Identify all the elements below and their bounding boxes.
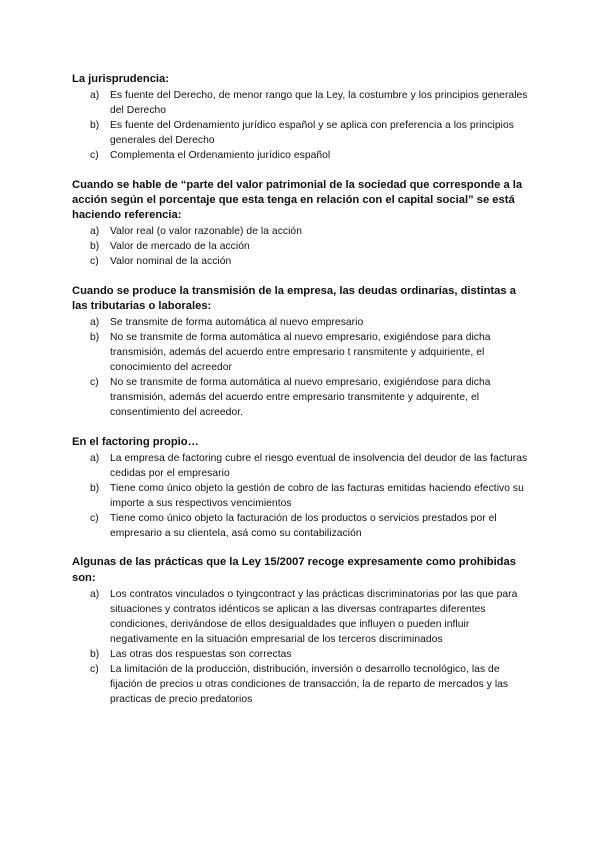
option-c [72,375,532,420]
option-letter: a) [90,317,100,329]
option-letter: c) [90,150,99,162]
question-5 [72,555,532,706]
option-text: Tiene como único objeto la facturación de los productos o servicios prestados por el empresario a su clientela, asá como su contabilización [110,512,497,539]
question-1 [72,72,532,163]
option-text: No se transmite de forma automática al nuevo empresario, exigiéndose para dicha transmisión, además del acuerdo entre empresario t ransmitente y adquiriente, el conocimiento del acreedor [110,332,491,374]
option-letter: a) [90,88,110,118]
question-title: En el factoring propio… [72,435,199,448]
option-text: Complementa el Ordenamiento jurídico español [110,150,331,162]
option-text: Valor de mercado de la acción [110,241,250,253]
option-a [72,315,532,330]
question-title: La jurisprudencia: [72,73,169,85]
option-text: Valor real (o valor razonable) de la acción [110,226,302,238]
option-text: Es fuente del Ordenamiento jurídico español y se aplica con preferencia a los principios generales del Derecho [110,120,514,147]
option-b [72,118,532,148]
question-3 [72,284,532,420]
option-text: Las otras dos respuestas son correctas [110,648,292,660]
option-a [72,587,532,647]
option-b [72,330,532,375]
option-text: Valor nominal de la acción [110,256,232,268]
option-letter: b) [90,239,110,254]
options-list [72,224,532,269]
option-b [72,647,532,662]
option-letter: b) [90,481,110,511]
option-letter: c) [90,256,99,268]
question-2 [72,178,532,270]
option-text: No se transmite de forma automática al nuevo empresario, exigiéndose para dicha transmisión, además del acuerdo entre empresario transmitente y adquirente, el consentimiento del acreedor. [110,377,491,419]
option-letter: b) [90,120,100,132]
option-a [72,88,532,118]
options-list [72,451,532,541]
option-letter: c) [90,512,99,524]
options-list [72,587,532,707]
question-title: Cuando se hable de “parte del valor patrimonial de la sociedad que corresponde a la acción según el porcentaje que esta tenga en relación con el capital social” se está haciendo referencia: [72,178,523,222]
options-list [72,315,532,420]
option-a [72,224,532,239]
option-text: Los contratos vinculados o tyingcontract y las prácticas discriminatorias por las que para situaciones y contratos idénticos se aplican a las diversas contrapartes diferentes condiciones, derivándose de ellos desigualdades que influyen o pueden influir negativamente en la situación empresarial de los terceros discriminados [110,588,518,645]
option-letter: a) [90,226,100,238]
option-letter: a) [90,452,100,464]
option-text: Es fuente del Derecho, de menor rango que la Ley, la costumbre y los principios generales del Derecho [110,90,528,117]
option-c [72,662,532,707]
question-4 [72,435,532,541]
option-letter: c) [90,375,110,420]
option-b [72,481,532,511]
option-letter: b) [90,332,100,344]
option-text: La empresa de factoring cubre el riesgo eventual de insolvencia del deudor de las facturas cedidas por el empresario [110,452,528,479]
option-c [72,148,532,163]
option-a [72,451,532,481]
option-letter: a) [90,588,100,600]
option-c [72,254,532,269]
option-b [72,239,532,254]
options-list [72,88,532,163]
option-text: La limitación de la producción, distribución, inversión o desarrollo tecnológico, las de fijación de precios u otras condiciones de transacción, la de reparto de mercados y las practicas de precio predatorios [110,663,509,705]
option-text: Tiene como único objeto la gestión de cobro de las facturas emitidas haciendo efectivo su importe a sus respectivos vencimientos [110,482,524,509]
option-c [72,511,532,541]
option-text: Se transmite de forma automática al nuevo empresario [110,317,364,329]
option-letter: c) [90,663,99,675]
question-title: Cuando se produce la transmisión de la empresa, las deudas ordinarias, distintas a las tributarias o laborales: [72,284,516,313]
question-title: Algunas de las prácticas que la Ley 15/2007 recoge expresamente como prohibidas son: [72,556,516,584]
option-letter: b) [90,647,110,662]
document-page [72,72,532,721]
